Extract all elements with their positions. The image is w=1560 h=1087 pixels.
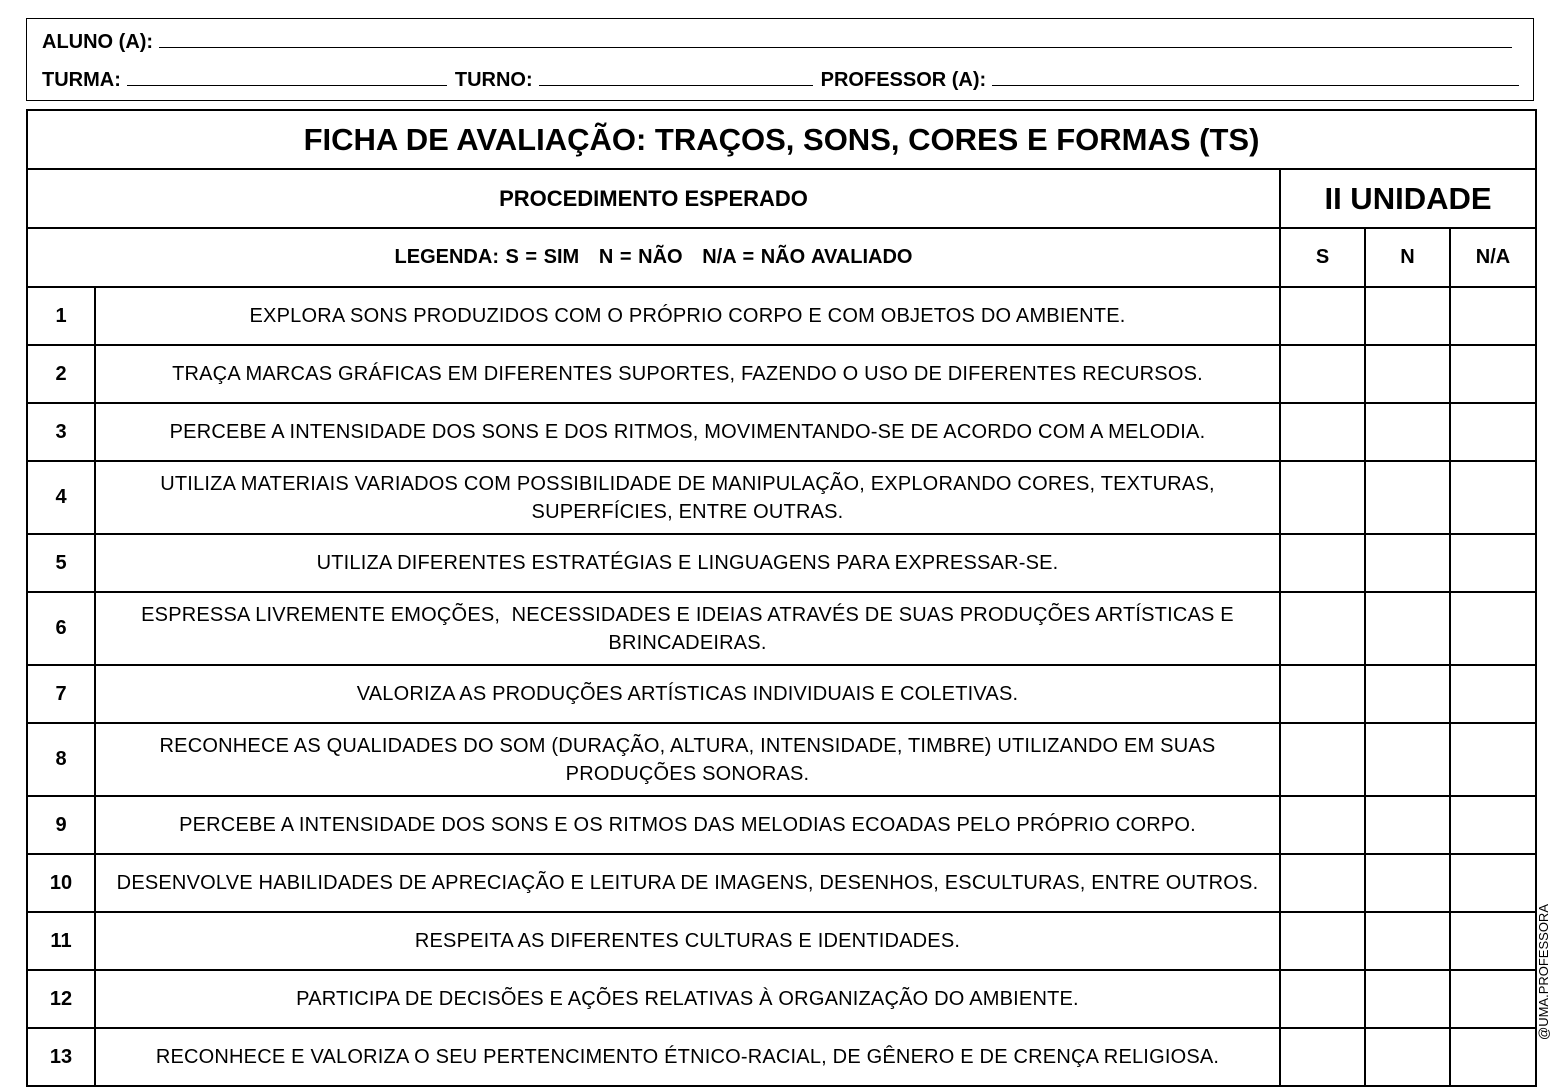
check-cell-s[interactable] xyxy=(1280,287,1365,345)
check-cell-s[interactable] xyxy=(1280,592,1365,665)
check-cell-n[interactable] xyxy=(1365,970,1450,1028)
check-cell-na[interactable] xyxy=(1450,665,1536,723)
table-row xyxy=(27,592,1536,665)
item-number: 10 xyxy=(27,854,95,912)
check-cell-na[interactable] xyxy=(1450,796,1536,854)
turma-input-line[interactable] xyxy=(127,67,447,86)
table-row xyxy=(27,796,1536,854)
item-number: 6 xyxy=(27,592,95,665)
check-cell-n[interactable] xyxy=(1365,592,1450,665)
item-description: DESENVOLVE HABILIDADES DE APRECIAÇÃO E LEITURA DE IMAGENS, DESENHOS, ESCULTURAS, ENTRE OUTROS. xyxy=(95,854,1280,912)
item-number: 7 xyxy=(27,665,95,723)
item-number: 1 xyxy=(27,287,95,345)
check-cell-n[interactable] xyxy=(1365,461,1450,534)
item-number: 2 xyxy=(27,345,95,403)
legend: LEGENDA: S = SIM N = NÃO N/A = NÃO AVALIADO xyxy=(27,228,1280,287)
item-description: UTILIZA MATERIAIS VARIADOS COM POSSIBILIDADE DE MANIPULAÇÃO, EXPLORANDO CORES, TEXTURAS, SUPERFÍCIES, ENTRE OUTRAS. xyxy=(95,461,1280,534)
item-description: VALORIZA AS PRODUÇÕES ARTÍSTICAS INDIVIDUAIS E COLETIVAS. xyxy=(95,665,1280,723)
check-cell-n[interactable] xyxy=(1365,345,1450,403)
item-number: 3 xyxy=(27,403,95,461)
watermark: @UMA.PROFESSORA xyxy=(1536,904,1551,1040)
check-cell-s[interactable] xyxy=(1280,854,1365,912)
check-cell-na[interactable] xyxy=(1450,723,1536,796)
professor-label: PROFESSOR (A): xyxy=(820,69,987,91)
check-cell-na[interactable] xyxy=(1450,1028,1536,1086)
table-row xyxy=(27,403,1536,461)
item-description: RECONHECE E VALORIZA O SEU PERTENCIMENTO ÉTNICO-RACIAL, DE GÊNERO E DE CRENÇA RELIGIOSA. xyxy=(95,1028,1280,1086)
check-cell-na[interactable] xyxy=(1450,345,1536,403)
item-description: RESPEITA AS DIFERENTES CULTURAS E IDENTIDADES. xyxy=(95,912,1280,970)
aluno-line xyxy=(42,29,1512,54)
table-row xyxy=(27,665,1536,723)
aluno-label: ALUNO (A): xyxy=(42,31,154,53)
check-cell-s[interactable] xyxy=(1280,534,1365,592)
item-number: 11 xyxy=(27,912,95,970)
turma-label: TURMA: xyxy=(42,69,121,91)
item-description: TRAÇA MARCAS GRÁFICAS EM DIFERENTES SUPORTES, FAZENDO O USO DE DIFERENTES RECURSOS. xyxy=(95,345,1280,403)
student-info-header xyxy=(26,18,1534,101)
item-number: 8 xyxy=(27,723,95,796)
check-cell-na[interactable] xyxy=(1450,912,1536,970)
item-number: 12 xyxy=(27,970,95,1028)
unit-header: II UNIDADE xyxy=(1280,169,1536,228)
turno-input-line[interactable] xyxy=(539,67,813,86)
item-description: RECONHECE AS QUALIDADES DO SOM (DURAÇÃO, ALTURA, INTENSIDADE, TIMBRE) UTILIZANDO EM SUAS PRODUÇÕES SONORAS. xyxy=(95,723,1280,796)
professor-input-line[interactable] xyxy=(992,67,1519,86)
check-cell-n[interactable] xyxy=(1365,796,1450,854)
table-row xyxy=(27,534,1536,592)
item-description: PERCEBE A INTENSIDADE DOS SONS E DOS RITMOS, MOVIMENTANDO-SE DE ACORDO COM A MELODIA. xyxy=(95,403,1280,461)
table-row xyxy=(27,854,1536,912)
procedure-header: PROCEDIMENTO ESPERADO xyxy=(27,169,1280,228)
check-cell-s[interactable] xyxy=(1280,723,1365,796)
evaluation-table xyxy=(26,109,1537,1087)
check-cell-s[interactable] xyxy=(1280,345,1365,403)
check-cell-na[interactable] xyxy=(1450,854,1536,912)
table-row xyxy=(27,461,1536,534)
column-n-header: N xyxy=(1365,228,1450,287)
table-row xyxy=(27,970,1536,1028)
check-cell-n[interactable] xyxy=(1365,723,1450,796)
turno-label: TURNO: xyxy=(454,69,533,91)
check-cell-na[interactable] xyxy=(1450,461,1536,534)
item-description: PARTICIPA DE DECISÕES E AÇÕES RELATIVAS À ORGANIZAÇÃO DO AMBIENTE. xyxy=(95,970,1280,1028)
column-s-header: S xyxy=(1280,228,1365,287)
table-row xyxy=(27,287,1536,345)
table-row xyxy=(27,345,1536,403)
check-cell-s[interactable] xyxy=(1280,461,1365,534)
check-cell-n[interactable] xyxy=(1365,1028,1450,1086)
item-description: EXPLORA SONS PRODUZIDOS COM O PRÓPRIO CORPO E COM OBJETOS DO AMBIENTE. xyxy=(95,287,1280,345)
table-row xyxy=(27,912,1536,970)
check-cell-na[interactable] xyxy=(1450,534,1536,592)
item-description: PERCEBE A INTENSIDADE DOS SONS E OS RITMOS DAS MELODIAS ECOADAS PELO PRÓPRIO CORPO. xyxy=(95,796,1280,854)
check-cell-s[interactable] xyxy=(1280,796,1365,854)
check-cell-na[interactable] xyxy=(1450,287,1536,345)
table-row xyxy=(27,723,1536,796)
item-number: 5 xyxy=(27,534,95,592)
check-cell-n[interactable] xyxy=(1365,287,1450,345)
form-title: FICHA DE AVALIAÇÃO: TRAÇOS, SONS, CORES E FORMAS (TS) xyxy=(27,110,1536,169)
check-cell-s[interactable] xyxy=(1280,403,1365,461)
check-cell-n[interactable] xyxy=(1365,665,1450,723)
aluno-input-line[interactable] xyxy=(159,29,1512,48)
table-row xyxy=(27,1028,1536,1086)
check-cell-n[interactable] xyxy=(1365,403,1450,461)
item-number: 4 xyxy=(27,461,95,534)
check-cell-na[interactable] xyxy=(1450,403,1536,461)
item-number: 9 xyxy=(27,796,95,854)
check-cell-n[interactable] xyxy=(1365,912,1450,970)
check-cell-s[interactable] xyxy=(1280,1028,1365,1086)
check-cell-s[interactable] xyxy=(1280,912,1365,970)
column-na-header: N/A xyxy=(1450,228,1536,287)
turma-turno-professor-line xyxy=(42,67,1519,92)
check-cell-n[interactable] xyxy=(1365,534,1450,592)
check-cell-na[interactable] xyxy=(1450,592,1536,665)
item-description: UTILIZA DIFERENTES ESTRATÉGIAS E LINGUAGENS PARA EXPRESSAR-SE. xyxy=(95,534,1280,592)
check-cell-n[interactable] xyxy=(1365,854,1450,912)
item-number: 13 xyxy=(27,1028,95,1086)
check-cell-s[interactable] xyxy=(1280,970,1365,1028)
check-cell-na[interactable] xyxy=(1450,970,1536,1028)
item-description: ESPRESSA LIVREMENTE EMOÇÕES, NECESSIDADES E IDEIAS ATRAVÉS DE SUAS PRODUÇÕES ARTÍSTICAS E BRINCADEIRAS. xyxy=(95,592,1280,665)
check-cell-s[interactable] xyxy=(1280,665,1365,723)
